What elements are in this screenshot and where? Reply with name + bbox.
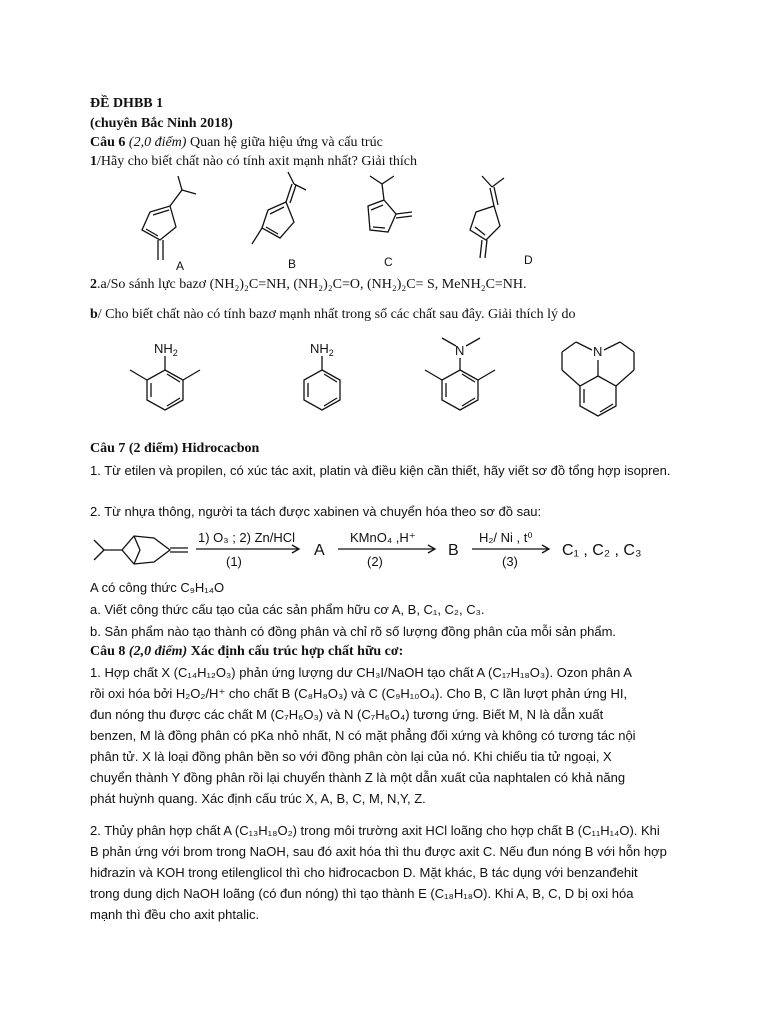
q8-p2-line-5: mạnh thì đều cho axit phtalic. (90, 907, 260, 922)
amine-4-n: N (593, 344, 603, 359)
q7-part-b: b. Sản phẩm nào tạo thành có đồng phân và chỉ rõ số lượng đồng phân của mỗi sản phẩm. (90, 624, 617, 639)
q6-heading (90, 134, 710, 151)
q8-heading (90, 643, 710, 660)
q7-heading: Câu 7 (2 điểm) Hidrocacbon (90, 441, 260, 456)
structure-label-d: D (524, 253, 533, 267)
q6-part2a (90, 276, 710, 293)
q8-p2-line-3: hiđrazin và KOH trong etilenglicol thì cho hiđrocacbon D. Mặt khác, B tác dụng với benzanđehit (90, 865, 638, 880)
amine-4 (562, 342, 634, 416)
structure-d (470, 176, 533, 267)
q7-part2: 2. Từ nhựa thông, người ta tách được xabinen và chuyển hóa theo sơ đồ sau: (90, 504, 542, 519)
step3-reagent: H₂/ Ni , t⁰ (479, 530, 533, 545)
intermediate-b: B (448, 542, 459, 559)
q8-p1-line-7: phát huỳnh quang. Xác định cấu trúc X, A, B, C, M, N,Y, Z. (90, 791, 426, 806)
step2-reagent: KMnO₄ ,H⁺ (350, 530, 416, 545)
q8-label: Câu 8 (90, 644, 126, 659)
amine-1 (130, 341, 200, 410)
q6-label: Câu 6 (90, 135, 126, 150)
q6-points: (2,0 điểm) (128, 135, 187, 150)
q8-p1-line-2: rồi oxi hóa bởi H₂O₂/H⁺ cho chất B (C₈H₈O₃) và C (C₉H₁₀O₄). Cho B, C lần lượt phản ứng HI, (90, 686, 628, 701)
intermediate-a: A (314, 542, 325, 559)
q8-p1-line-4: benzen, M là đồng phân có pKa nhỏ nhất, N có mặt phẳng đối xứng và không có tương tác nội (90, 728, 636, 743)
step1-number: (1) (226, 554, 242, 569)
structure-c (368, 176, 412, 269)
amine-3 (425, 338, 495, 410)
q7-part-a: a. Viết công thức cấu tạo của các sản phẩm hữu cơ A, B, C₁, C₂, C₃. (90, 602, 485, 617)
step1-reagent: 1) O₃ ; 2) Zn/HCl (198, 530, 296, 545)
q7-part1: 1. Từ etilen và propilen, có xúc tác axit, platin và điều kiện cần thiết, hãy viết sơ đồ tổng hợp isopren. (90, 463, 671, 478)
amine-3-n: N (455, 343, 465, 358)
q6-part2b-text: / Cho biết chất nào có tính bazơ mạnh nhất trong số các chất sau đây. Giải thích lý do (97, 307, 576, 322)
q8-p2-line-1: 2. Thủy phân hợp chất A (C₁₃H₁₈O₂) trong môi trường axit HCl loãng cho hợp chất B (C₁₁H₁₄O). Khi (90, 823, 660, 838)
structure-a (142, 176, 196, 273)
amine-2-nh2: $NH_2$ (310, 341, 334, 358)
q6-structures-row2 (110, 338, 670, 428)
q8-p1-line-5: phân tử. X là loại đồng phân bền so với đồng phân còn lại của nó. Khi chiếu tia tử ngoại, X (90, 749, 612, 764)
q8-p1-line-3: đun nóng thu được các chất M (C₇H₆O₃) và N (C₇H₆O₄) tương ứng. Biết M, N là dẫn xuất (90, 707, 604, 722)
amine-1-nh2: $NH_2$ (154, 341, 178, 358)
sabinene-structure (94, 536, 188, 564)
q6-part1-num: 1 (90, 154, 97, 169)
q8-topic: Xác định cấu trúc hợp chất hữu cơ: (190, 644, 404, 659)
q8-p1-line-1: 1. Hợp chất X (C₁₄H₁₂O₃) phản ứng lượng dư CH₃I/NaOH tạo chất A (C₁₇H₁₈O₃). Ozon phân A (90, 665, 632, 680)
q8-p2-line-4: trong dung dịch NaOH loãng (có đun nóng) thì tạo thành E (C₁₈H₁₈O). Khi A, B, C, D bị oxi hóa (90, 886, 634, 901)
structure-label-b: B (288, 257, 297, 271)
q7-reaction-scheme (92, 526, 652, 576)
q8-points: (2,0 điểm) (128, 644, 188, 659)
q6-part2b-num: b (90, 307, 98, 322)
structure-label-c: C (384, 255, 393, 269)
q8-p2-line-2: B phản ứng với brom trong NaOH, sau đó axit hóa thì thu được axit C. Nếu đun nóng B với hỗn hợp (90, 844, 667, 859)
exam-source: (chuyên Bắc Ninh 2018) (90, 116, 233, 131)
q6-topic: Quan hệ giữa hiệu ứng và cấu trúc (189, 135, 383, 150)
q6-part1-text: /Hãy cho biết chất nào có tính axit mạnh nhất? Giải thích (97, 154, 417, 169)
q6-part2a-text: .a/So sánh lực bazơ (NH₂)₂C=NH, (NH₂)₂C=O, (NH₂)₂C= S, MeNH₂C=NH. (97, 277, 527, 292)
products-c: C₁ , C₂ , C₃ (562, 542, 642, 559)
structure-label-a: A (176, 259, 185, 273)
step2-number: (2) (367, 554, 383, 569)
q6-part2b (90, 306, 710, 323)
q6-part2a-num: 2 (90, 277, 97, 292)
q7-formula-a: A có công thức C₉H₁₄O (90, 580, 225, 595)
structure-b (252, 172, 306, 271)
q6-structures-row1 (120, 172, 580, 272)
q6-part1 (90, 153, 710, 170)
step3-number: (3) (502, 554, 518, 569)
amine-2 (304, 341, 340, 410)
q8-p1-line-6: chuyển thành Y đồng phân rồi lại chuyển thành Z là một dẫn xuất của naphtalen có khả năng (90, 770, 626, 785)
exam-title: ĐỀ DHBB 1 (90, 96, 164, 111)
